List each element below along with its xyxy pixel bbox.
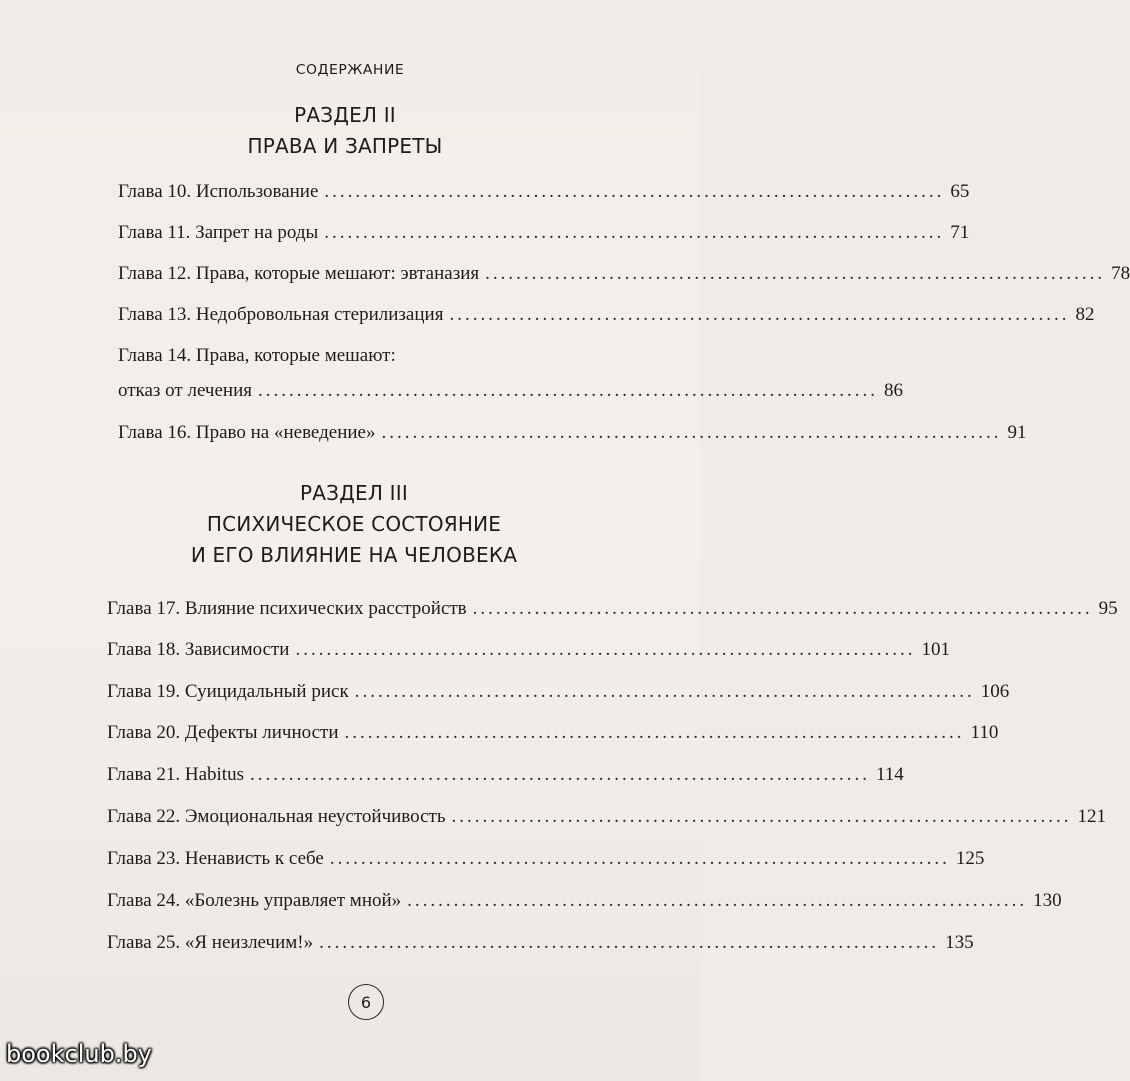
toc-entry[interactable] (107, 847, 985, 871)
toc-page-number: 101 (921, 639, 950, 660)
toc-page-number: 71 (950, 222, 970, 243)
toc-entry-label: Глава 23. Ненависть к себе (107, 848, 324, 869)
toc-page-number: 78 (1111, 263, 1130, 284)
toc-entry[interactable] (118, 180, 970, 204)
section-3-heading (4, 478, 704, 571)
toc-entry-label: отказ от лечения (118, 380, 252, 401)
page-number: 6 (348, 984, 384, 1020)
section-2-heading (0, 100, 695, 162)
watermark-logo: bookclub.by (6, 1040, 152, 1068)
toc-page-number: 121 (1077, 806, 1107, 827)
section-2-number: РАЗДЕЛ II (294, 103, 396, 127)
toc-page-number: 65 (950, 181, 970, 202)
toc-entry-label: Глава 12. Права, которые мешают: эвтаназия (118, 263, 480, 284)
toc-entry[interactable] (107, 889, 1062, 913)
toc-leader-dots: ................................................................................ (295, 639, 916, 660)
toc-leader-dots: ................................................................................ (258, 380, 878, 401)
toc-entry-label: Глава 18. Зависимости (107, 639, 290, 660)
toc-leader-dots: ................................................................................ (407, 890, 1028, 911)
toc-entry[interactable] (107, 680, 1010, 704)
toc-leader-dots: ................................................................................ (451, 806, 1072, 827)
toc-leader-dots: ................................................................................ (381, 422, 1002, 443)
toc-page-number: 82 (1075, 304, 1095, 325)
toc-leader-dots: ................................................................................ (329, 848, 950, 869)
section-2-title: ПРАВА И ЗАПРЕТЫ (247, 134, 443, 158)
toc-entry-label-line1: Глава 14. Права, которые мешают: (118, 345, 396, 366)
toc-entry[interactable] (118, 303, 1095, 327)
toc-entry-label: Глава 21. Habitus (107, 764, 244, 785)
toc-page-number: 135 (945, 932, 974, 953)
toc-entry[interactable] (107, 597, 1118, 621)
running-head: СОДЕРЖАНИЕ (295, 62, 405, 78)
toc-entry-label: Глава 10. Использование (118, 181, 319, 202)
toc-entry-label: Глава 19. Суицидальный риск (107, 681, 349, 702)
toc-leader-dots: ................................................................................ (449, 304, 1070, 325)
toc-leader-dots: ................................................................................ (485, 263, 1106, 284)
toc-entry-label: Глава 22. Эмоциональная неустойчивость (107, 806, 446, 827)
toc-entry[interactable] (118, 421, 1027, 445)
toc-page-number: 86 (884, 380, 903, 401)
toc-entry-label: Глава 13. Недобровольная стерилизация (118, 304, 444, 325)
toc-entry-label: Глава 24. «Болезнь управляет мной» (107, 890, 402, 911)
toc-leader-dots: ................................................................................ (354, 681, 975, 702)
toc-leader-dots: ................................................................................ (324, 222, 945, 243)
section-3-subtitle: И ЕГО ВЛИЯНИЕ НА ЧЕЛОВЕКА (190, 543, 518, 567)
section-3-number: РАЗДЕЛ III (300, 481, 408, 505)
toc-entry[interactable] (118, 221, 970, 245)
toc-page-number: 130 (1033, 890, 1062, 911)
toc-entry[interactable] (118, 379, 903, 403)
toc-page-number: 110 (970, 722, 999, 743)
toc-page-number: 125 (955, 848, 985, 869)
toc-leader-dots: ................................................................................ (472, 598, 1093, 619)
toc-entry[interactable] (107, 763, 904, 787)
section-3-title: ПСИХИЧЕСКОЕ СОСТОЯНИЕ (206, 512, 502, 536)
toc-entry[interactable] (118, 262, 1130, 286)
toc-page-number: 114 (875, 764, 904, 785)
toc-entry[interactable] (107, 721, 999, 745)
toc-entry-label: Глава 17. Влияние психических расстройств (107, 598, 467, 619)
toc-leader-dots: ................................................................................ (344, 722, 965, 743)
toc-entry-label: Глава 11. Запрет на роды (118, 222, 319, 243)
toc-entry-label: Глава 25. «Я неизлечим!» (107, 932, 314, 953)
toc-entry-label: Глава 16. Право на «неведение» (118, 422, 376, 443)
toc-page-number: 91 (1007, 422, 1027, 443)
toc-entry-label: Глава 20. Дефекты личности (107, 722, 339, 743)
toc-leader-dots: ................................................................................ (249, 764, 870, 785)
toc-entry[interactable] (107, 805, 1107, 829)
toc-leader-dots: ................................................................................ (319, 932, 940, 953)
toc-entry[interactable] (107, 638, 950, 662)
toc-page-number: 95 (1098, 598, 1118, 619)
toc-page-number: 106 (980, 681, 1010, 702)
toc-leader-dots: ................................................................................ (324, 181, 945, 202)
toc-entry[interactable] (107, 931, 974, 955)
